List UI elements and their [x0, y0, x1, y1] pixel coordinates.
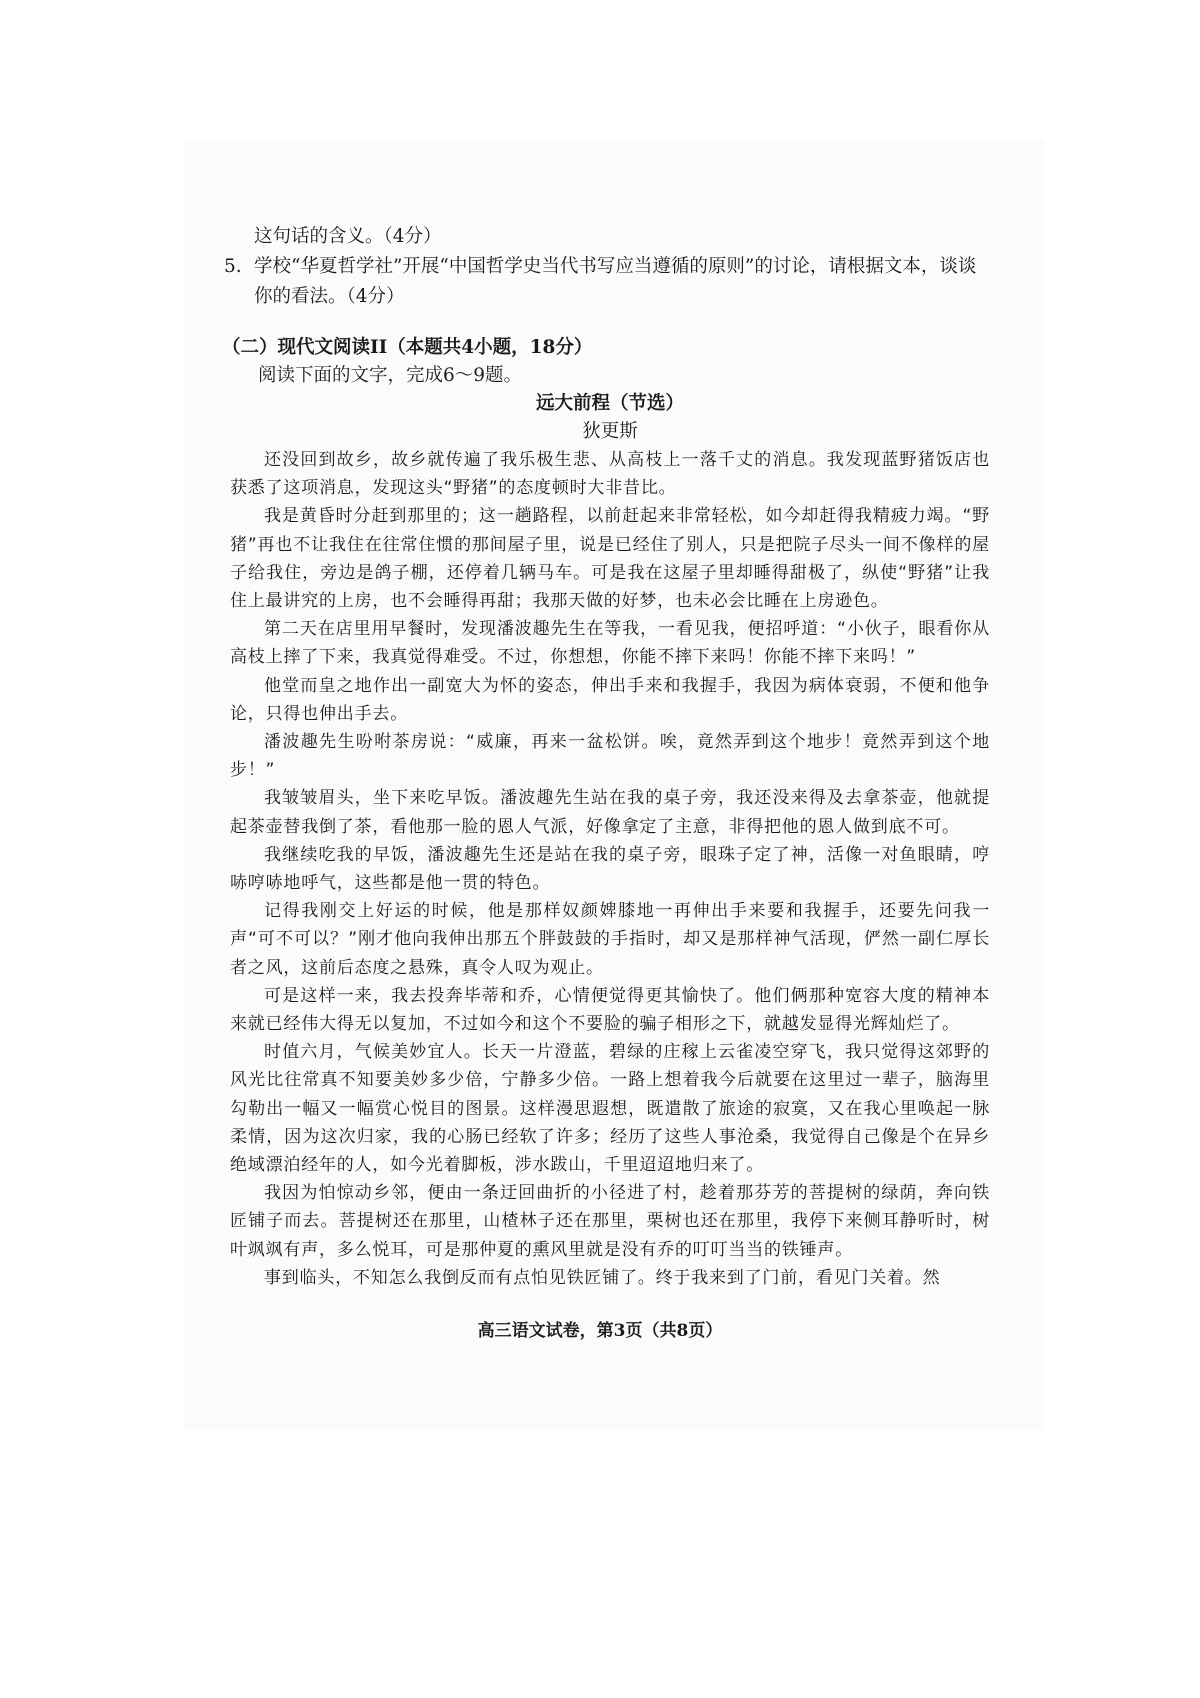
- article-title: 远大前程（节选）: [535, 393, 684, 414]
- paragraph: 我是黄昏时分赶到那里的；这一趟路程，以前赶起来非常轻松，如今却赶得我精疲力竭。“野猪”再也不让我住在往常住惯的那间屋子里，说是已经住了别人，只是把院子尽头一间不像样的屋子给我住，旁边是鸽子棚，还停着几辆马车。可是我在这屋子里却睡得甜极了，纵使“野猪”让我住上最讲究的上房，也不会睡得再甜；我那天做的好梦，也未必会比睡在上房逊色。: [230, 506, 990, 612]
- section-instruction: 阅读下面的文字，完成6～9题。: [258, 365, 523, 386]
- paragraph: 可是这样一来，我去投奔毕蒂和乔，心情便觉得更其愉快了。他们俩那种宽容大度的精神本来就已经伟大得无以复加，不过如今和这个不要脸的骗子相形之下，就越发显得光辉灿烂了。: [230, 985, 990, 1035]
- paragraph: 我继续吃我的早饭，潘波趣先生还是站在我的桌子旁，眼珠子定了神，活像一对鱼眼睛，哼哧哼哧地呼气，这些都是他一贯的特色。: [230, 844, 990, 894]
- question-5: [224, 252, 990, 312]
- paragraph: 还没回到故乡，故乡就传遍了我乐极生悲、从高枝上一落千丈的消息。我发现蓝野猪饭店也获悉了这项消息，发现这头“野猪”的态度顿时大非昔比。: [230, 450, 990, 499]
- question-5-number: 5.: [224, 256, 242, 277]
- question-tail: 这句话的含义。（4分）: [254, 226, 442, 247]
- section-title: （二）现代文阅读II（本题共4小题，18分）: [222, 337, 593, 358]
- paragraph: 时值六月，气候美妙宜人。长天一片澄蓝，碧绿的庄稼上云雀凌空穿飞，我只觉得这郊野的风光比往常真不知要美妙多少倍，宁静多少倍。一路上想着我今后就要在这里过一辈子，脑海里勾勒出一幅又一幅赏心悦目的图景。这样漫思遐想，既遣散了旅途的寂寞，又在我心里唤起一脉柔情，因为这次归家，我的心肠已经软了许多；经历了这些人事沧桑，我觉得自己像是个在异乡绝域漂泊经年的人，如今光着脚板，涉水跋山，千里迢迢地归来了。: [230, 1042, 990, 1176]
- paragraph: 第二天在店里用早餐时，发现潘波趣先生在等我，一看见我，便招呼道：“小伙子，眼看你从高枝上摔了下来，我真觉得难受。不过，你想想，你能不摔下来吗！你能不摔下来吗！”: [230, 619, 990, 668]
- article-author: 狄更斯: [582, 421, 638, 442]
- paragraph: 我皱皱眉头，坐下来吃早饭。潘波趣先生站在我的桌子旁，我还没来得及去拿茶壶，他就提起茶壶替我倒了茶，看他那一脸的恩人气派，好像拿定了主意，非得把他的恩人做到底不可。: [230, 788, 990, 837]
- paragraph: 他堂而皇之地作出一副宽大为怀的姿态，伸出手来和我握手，我因为病体衰弱，不便和他争论，只得也伸出手去。: [230, 675, 990, 724]
- article-body: [230, 446, 990, 1292]
- question-5-text: 学校“华夏哲学社”开展“中国哲学史当代书写应当遵循的原则”的讨论，请根据文本，谈谈你的看法。（4分）: [254, 256, 977, 307]
- page-content: [222, 222, 990, 1292]
- paragraph: 我因为怕惊动乡邻，便由一条迂回曲折的小径进了村，趁着那芬芳的菩提树的绿荫，奔向铁匠铺子而去。菩提树还在那里，山楂林子还在那里，栗树也还在那里，我停下来侧耳静听时，树叶飒飒有声，多么悦耳，可是那仲夏的熏风里就是没有乔的叮叮当当的铁锤声。: [230, 1183, 990, 1260]
- paragraph: 记得我刚交上好运的时候，他是那样奴颜婢膝地一再伸出手来要和我握手，还要先问我一声“可不可以？”刚才他向我伸出那五个胖鼓鼓的手指时，却又是那样神气活现，俨然一副仁厚长者之风，这前后态度之悬殊，真令人叹为观止。: [230, 901, 990, 978]
- page-footer: 高三语文试卷，第3页（共8页）: [477, 1321, 723, 1341]
- paragraph: 事到临头，不知怎么我倒反而有点怕见铁匠铺了。终于我来到了门前，看见门关着。然: [264, 1267, 941, 1288]
- paragraph: 潘波趣先生吩咐茶房说：“威廉，再来一盆松饼。唉，竟然弄到这个地步！竟然弄到这个地步！”: [230, 732, 990, 781]
